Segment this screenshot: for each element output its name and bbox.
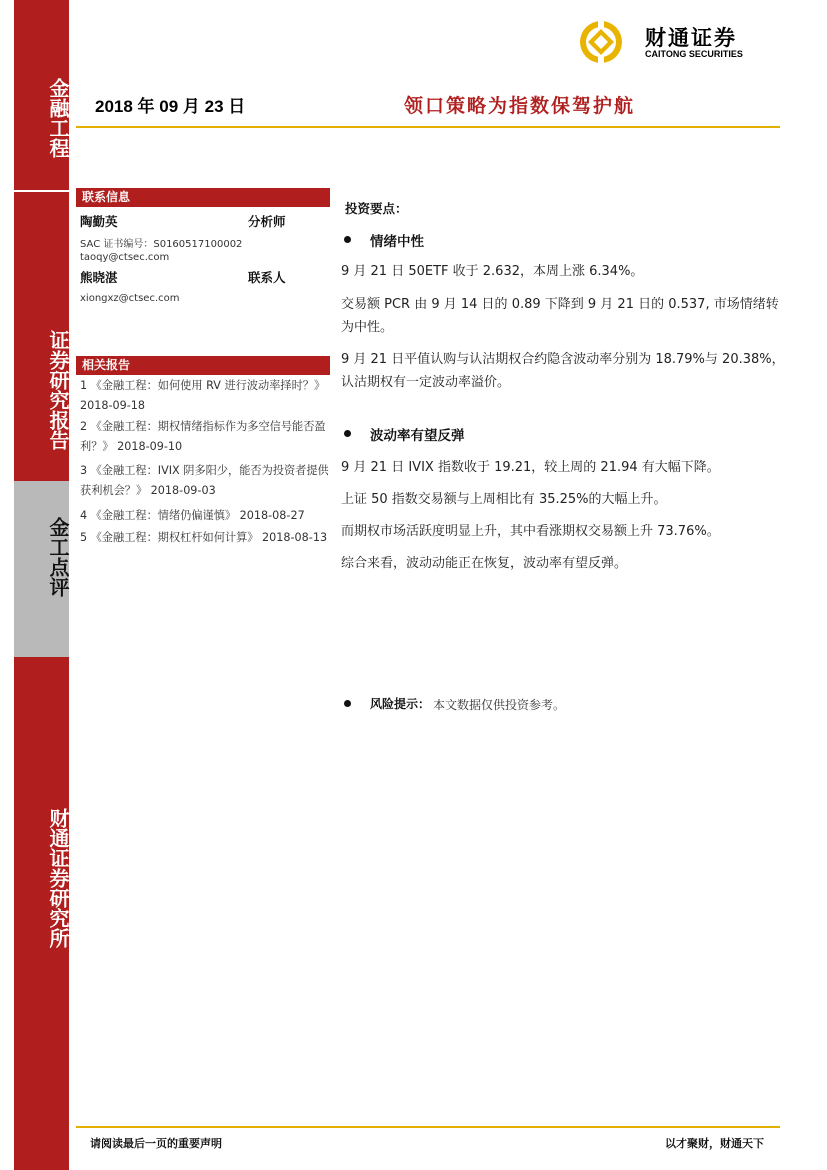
bullet-icon (344, 430, 351, 437)
bullet-icon (344, 700, 351, 707)
contact-email: xiongxz@ctsec.com (80, 293, 180, 304)
contact-name: 熊晓湛 (80, 270, 118, 285)
section2-title: 波动率有望反弹 (370, 428, 465, 444)
analyst-role: 分析师 (248, 214, 286, 229)
section2-paragraph: 综合来看，波动动能正在恢复，波动率有望反弹。 (341, 556, 628, 571)
analyst-email: taoqy@ctsec.com (80, 252, 170, 263)
header-rule (76, 126, 780, 128)
section2-paragraph: 9 月 21 日 IVIX 指数收于 19.21，较上周的 21.94 有大幅下降。 (341, 460, 720, 475)
related-item[interactable]: 5 《金融工程：期权杠杆如何计算》 2018-08-13 (80, 531, 328, 544)
section1-paragraph: 9 月 21 日 50ETF 收于 2.632，本周上涨 6.34%。 (341, 264, 644, 279)
report-title: 领口策略为指数保驾护航 (404, 95, 636, 117)
contact-role: 联系人 (248, 270, 286, 285)
logo-name-cn: 财通证券 (645, 26, 737, 50)
footer-slogan: 以才聚财，财通天下 (665, 1137, 764, 1150)
sidebar-section-research-report: 证券研究报告 (46, 330, 70, 450)
contact-heading: 联系信息 (76, 188, 330, 207)
risk-label: 风险提示： (370, 697, 431, 711)
bullet-icon (344, 236, 351, 243)
footer-rule (76, 1126, 780, 1128)
related-heading: 相关报告 (76, 356, 330, 375)
section1-title: 情绪中性 (370, 234, 424, 250)
analyst-cert: SAC 证书编号：S0160517100002 (80, 239, 243, 250)
risk-text: 本文数据仅供投资参考。 (433, 698, 566, 712)
report-date: 2018 年 09 月 23 日 (95, 97, 246, 116)
footer-disclaimer: 请阅读最后一页的重要声明 (90, 1137, 222, 1150)
section1-paragraph: 9 月 21 日平值认购与认沽期权合约隐含波动率分别为 18.79%与 20.38%，认沽期权有一定波动率溢价。 (341, 352, 785, 390)
points-heading: 投资要点： (345, 201, 408, 216)
related-item[interactable]: 2 《金融工程：期权情绪指标作为多空信号能否盈利？》 2018-09-10 (80, 420, 326, 453)
sidebar-section-quant-review: 金工点评 (46, 517, 70, 597)
related-item[interactable]: 4 《金融工程：情绪仍偏谨慎》 2018-08-27 (80, 509, 305, 522)
sidebar-section-finance-engineering: 金融工程 (46, 78, 70, 158)
sidebar-highlight (14, 481, 69, 657)
section2-paragraph: 而期权市场活跃度明显上升，其中看涨期权交易额上升 73.76%。 (341, 524, 720, 539)
related-item[interactable]: 1 《金融工程：如何使用 RV 进行波动率择时？》 2018-09-18 (80, 379, 326, 412)
related-item[interactable]: 3 《金融工程：IVIX 阴多阳少，能否为投资者提供获利机会？》 2018-09-03 (80, 464, 329, 497)
section2-paragraph: 上证 50 指数交易额与上周相比有 35.25%的大幅上升。 (341, 492, 667, 507)
sidebar-section-institute: 财通证券研究所 (46, 808, 70, 948)
sidebar-divider (14, 190, 69, 192)
section1-paragraph: 交易额 PCR 由 9 月 14 日的 0.89 下降到 9 月 21 日的 0.537, 市场情绪转为中性。 (341, 297, 779, 335)
logo-name-en: CAITONG SECURITIES (645, 49, 743, 59)
analyst-name: 陶勤英 (80, 214, 118, 229)
left-sidebar (14, 0, 69, 1170)
